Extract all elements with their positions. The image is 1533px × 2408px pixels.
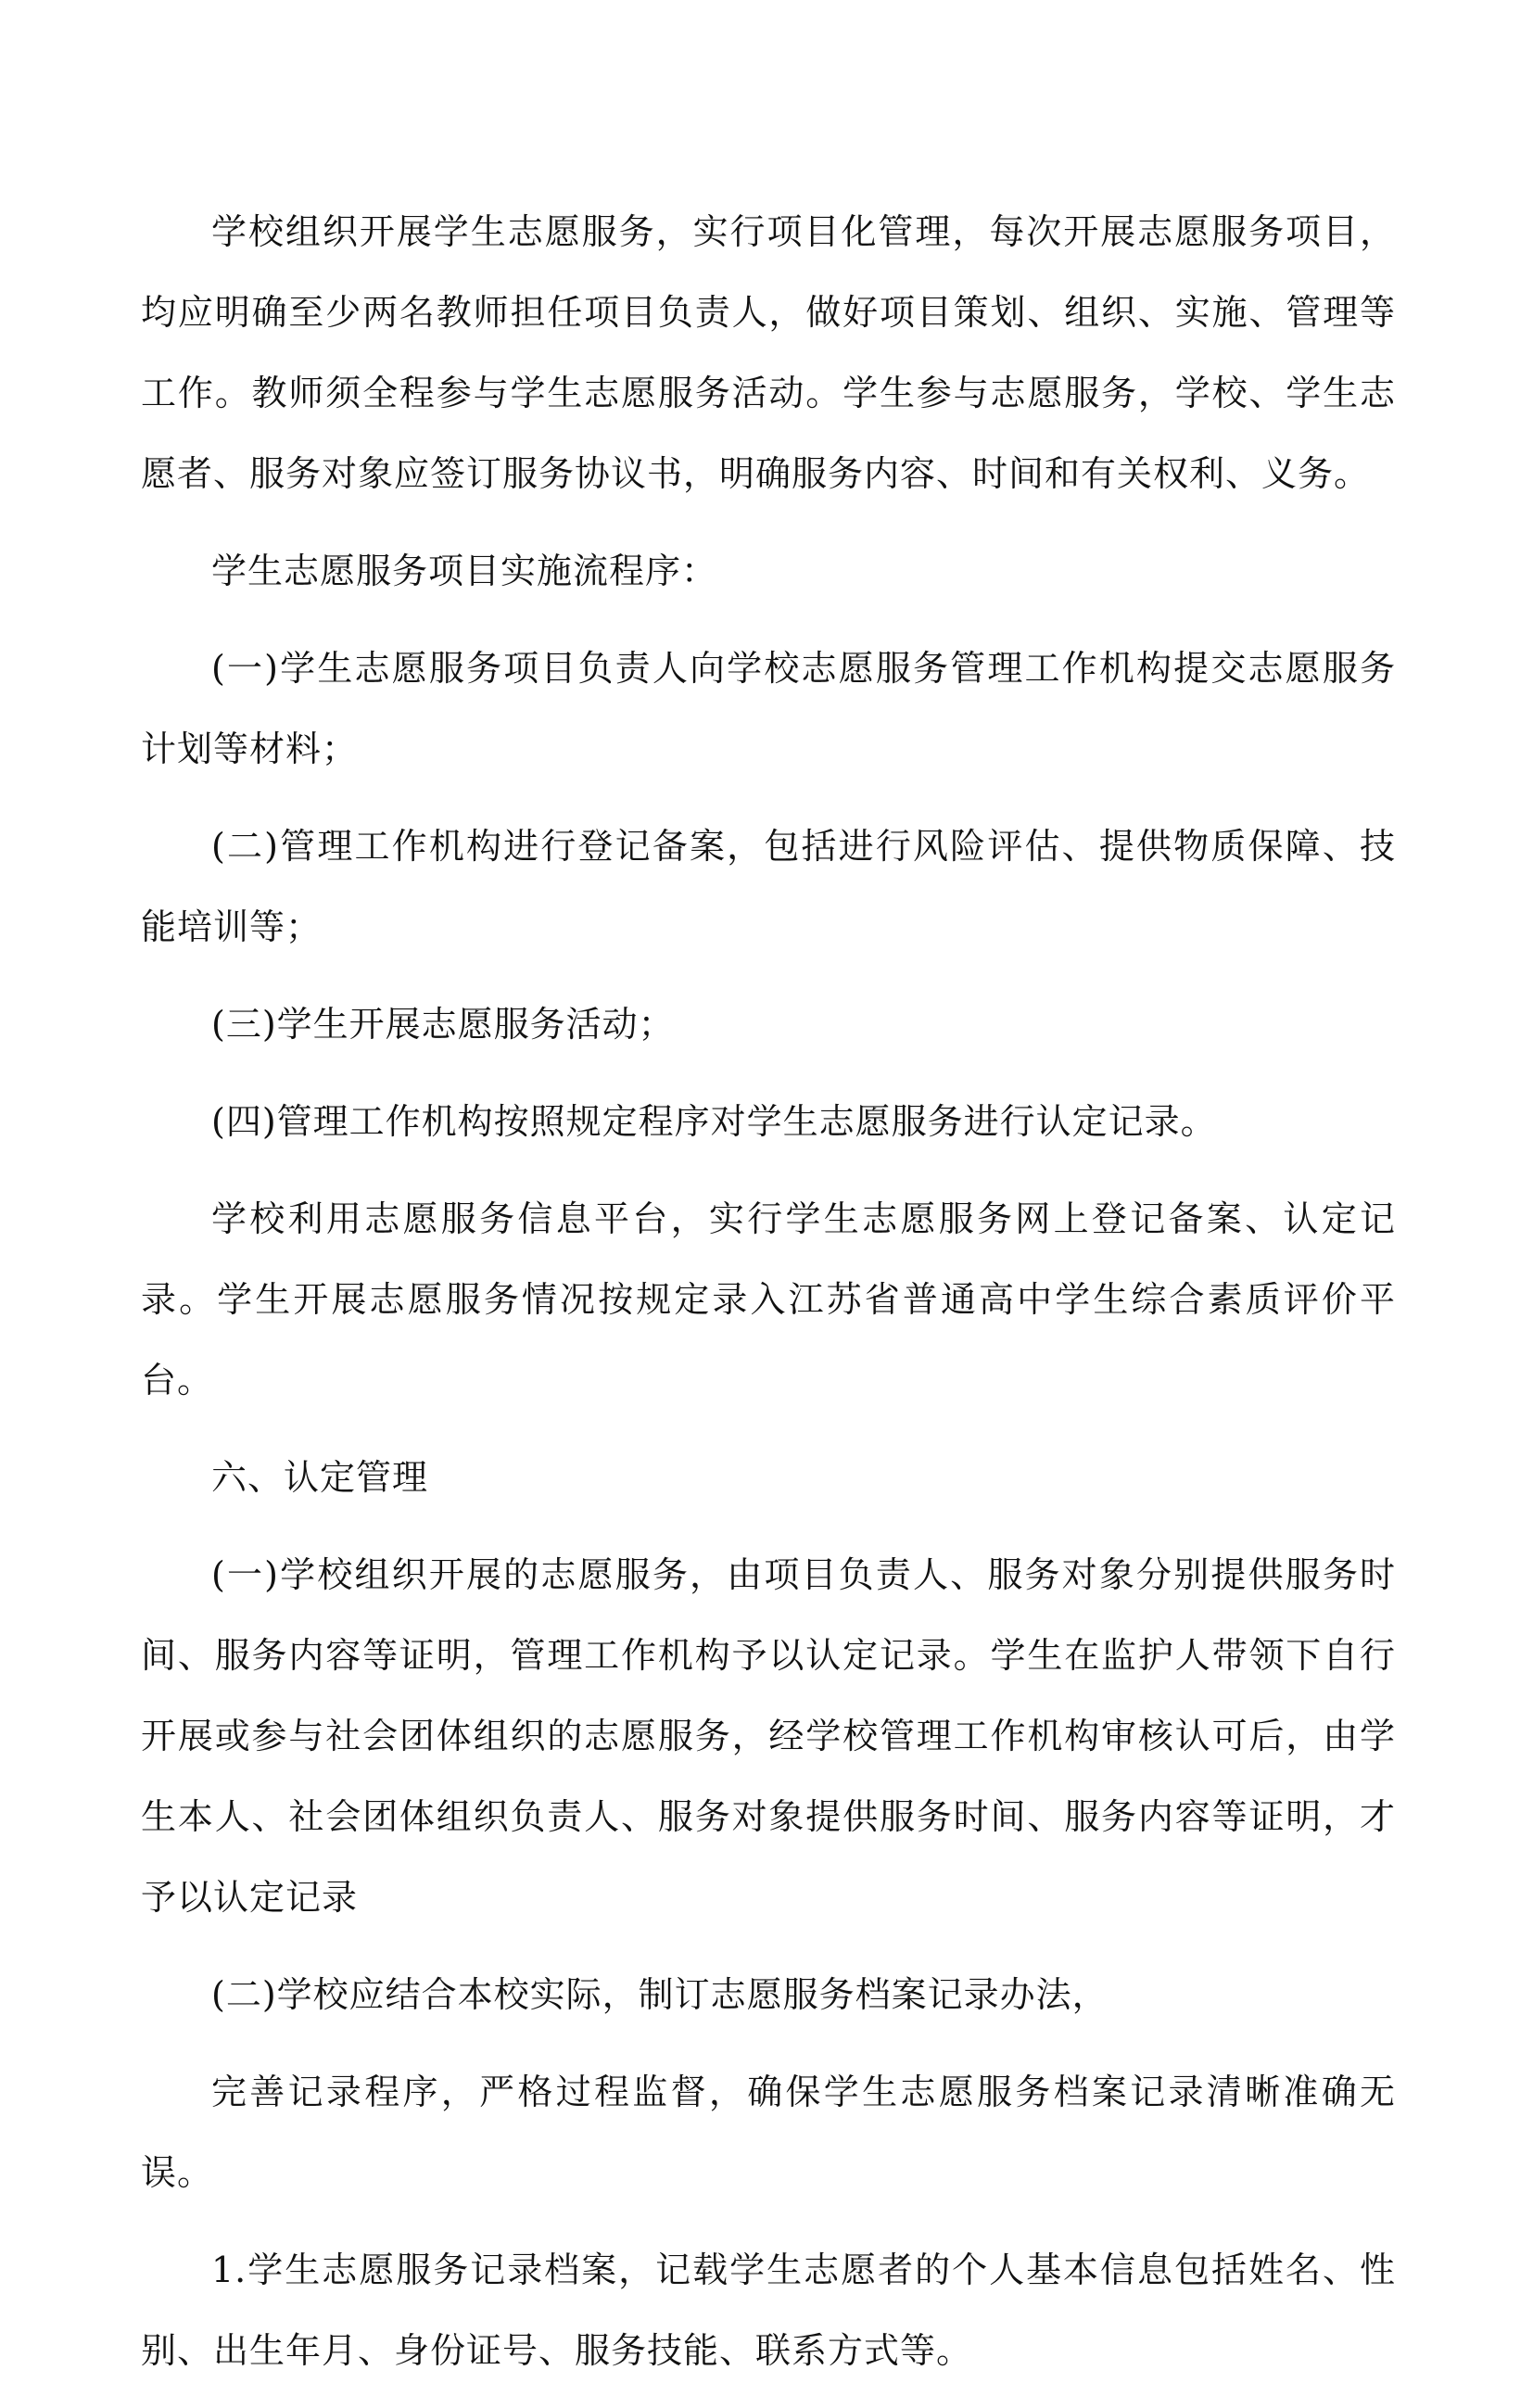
paragraph-recognition-1: (一)学校组织开展的志愿服务，由项目负责人、服务对象分别提供服务时间、服务内容等证明，管理工作机构予以认定记录。学生在监护人带领下自行开展或参与社会团体组织的志愿服务，经学校管理工作机构审核认可后，由学生本人、社会团体组织负责人、服务对象提供服务时间、服务内容等证明，才予以认定记录 (141, 1554, 1396, 1918)
paragraph-step-3: (三)学生开展志愿服务活动； (211, 1004, 675, 1045)
document-body (141, 192, 1396, 2408)
paragraph-recognition-2: (二)学校应结合本校实际，制订志愿服务档案记录办法， (211, 1974, 1109, 2015)
section-heading-recognition: 六、认定管理 (211, 1457, 429, 1498)
paragraph-step-2: (二)管理工作机构进行登记备案，包括进行风险评估、提供物质保障、技能培训等； (141, 826, 1396, 947)
paragraph-process-heading: 学生志愿服务项目实施流程序： (211, 551, 718, 591)
paragraph-record-procedure: 完善记录程序，严格过程监督，确保学生志愿服务档案记录清晰准确无误。 (141, 2072, 1396, 2193)
paragraph-record-item-1: 1.学生志愿服务记录档案，记载学生志愿者的个人基本信息包括姓名、性别、出生年月、身份证号、服务技能、联系方式等。 (141, 2250, 1396, 2371)
paragraph-step-4: (四)管理工作机构按照规定程序对学生志愿服务进行认定记录。 (211, 1101, 1217, 1142)
paragraph-online-platform: 学校利用志愿服务信息平台，实行学生志愿服务网上登记备案、认定记录。学生开展志愿服务情况按规定录入江苏省普通高中学生综合素质评价平台。 (141, 1198, 1396, 1400)
paragraph-step-1: (一)学生志愿服务项目负责人向学校志愿服务管理工作机构提交志愿服务计划等材料； (141, 648, 1396, 769)
paragraph-project-management: 学校组织开展学生志愿服务，实行项目化管理，每次开展志愿服务项目，均应明确至少两名教师担任项目负责人，做好项目策划、组织、实施、管理等工作。教师须全程参与学生志愿服务活动。学生参与志愿服务，学校、学生志愿者、服务对象应签订服务协议书，明确服务内容、时间和有关权利、义务。 (141, 211, 1396, 494)
